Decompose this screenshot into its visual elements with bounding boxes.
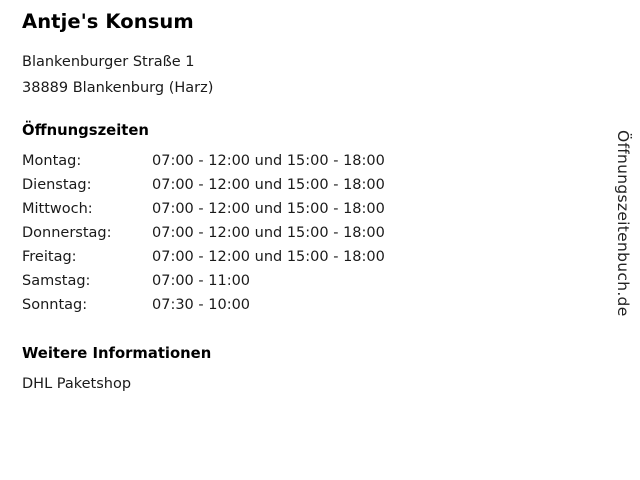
hours-time-value: 07:00 - 11:00 (152, 273, 251, 290)
business-info-card (22, 10, 582, 392)
hours-time-value: 07:30 - 10:00 (152, 297, 251, 314)
table-row (22, 201, 385, 225)
table-row (22, 225, 385, 249)
hours-day-label: Dienstag: (22, 177, 92, 194)
hours-day-label: Samstag: (22, 273, 91, 290)
opening-hours-heading: Öffnungszeiten (22, 122, 149, 140)
table-row (22, 297, 385, 321)
watermark-label: Öffnungszeitenbuch.de (614, 130, 632, 317)
address-city: 38889 Blankenburg (Harz) (22, 79, 214, 96)
table-row (22, 177, 385, 201)
opening-hours-table (22, 153, 385, 321)
hours-time-value: 07:00 - 12:00 und 15:00 - 18:00 (152, 201, 385, 218)
hours-time-value: 07:00 - 12:00 und 15:00 - 18:00 (152, 249, 385, 266)
more-information-text: DHL Paketshop (22, 376, 132, 393)
hours-day-label: Freitag: (22, 249, 77, 266)
more-information-heading: Weitere Informationen (22, 345, 212, 363)
hours-time-value: 07:00 - 12:00 und 15:00 - 18:00 (152, 177, 385, 194)
address-street: Blankenburger Straße 1 (22, 54, 195, 70)
table-row (22, 153, 385, 177)
hours-day-label: Mittwoch: (22, 201, 93, 218)
page-title: Antje's Konsum (22, 10, 194, 33)
table-row (22, 249, 385, 273)
hours-day-label: Montag: (22, 153, 82, 170)
hours-day-label: Donnerstag: (22, 225, 112, 242)
hours-time-value: 07:00 - 12:00 und 15:00 - 18:00 (152, 225, 385, 242)
hours-day-label: Sonntag: (22, 297, 88, 314)
table-row (22, 273, 385, 297)
hours-time-value: 07:00 - 12:00 und 15:00 - 18:00 (152, 153, 385, 170)
